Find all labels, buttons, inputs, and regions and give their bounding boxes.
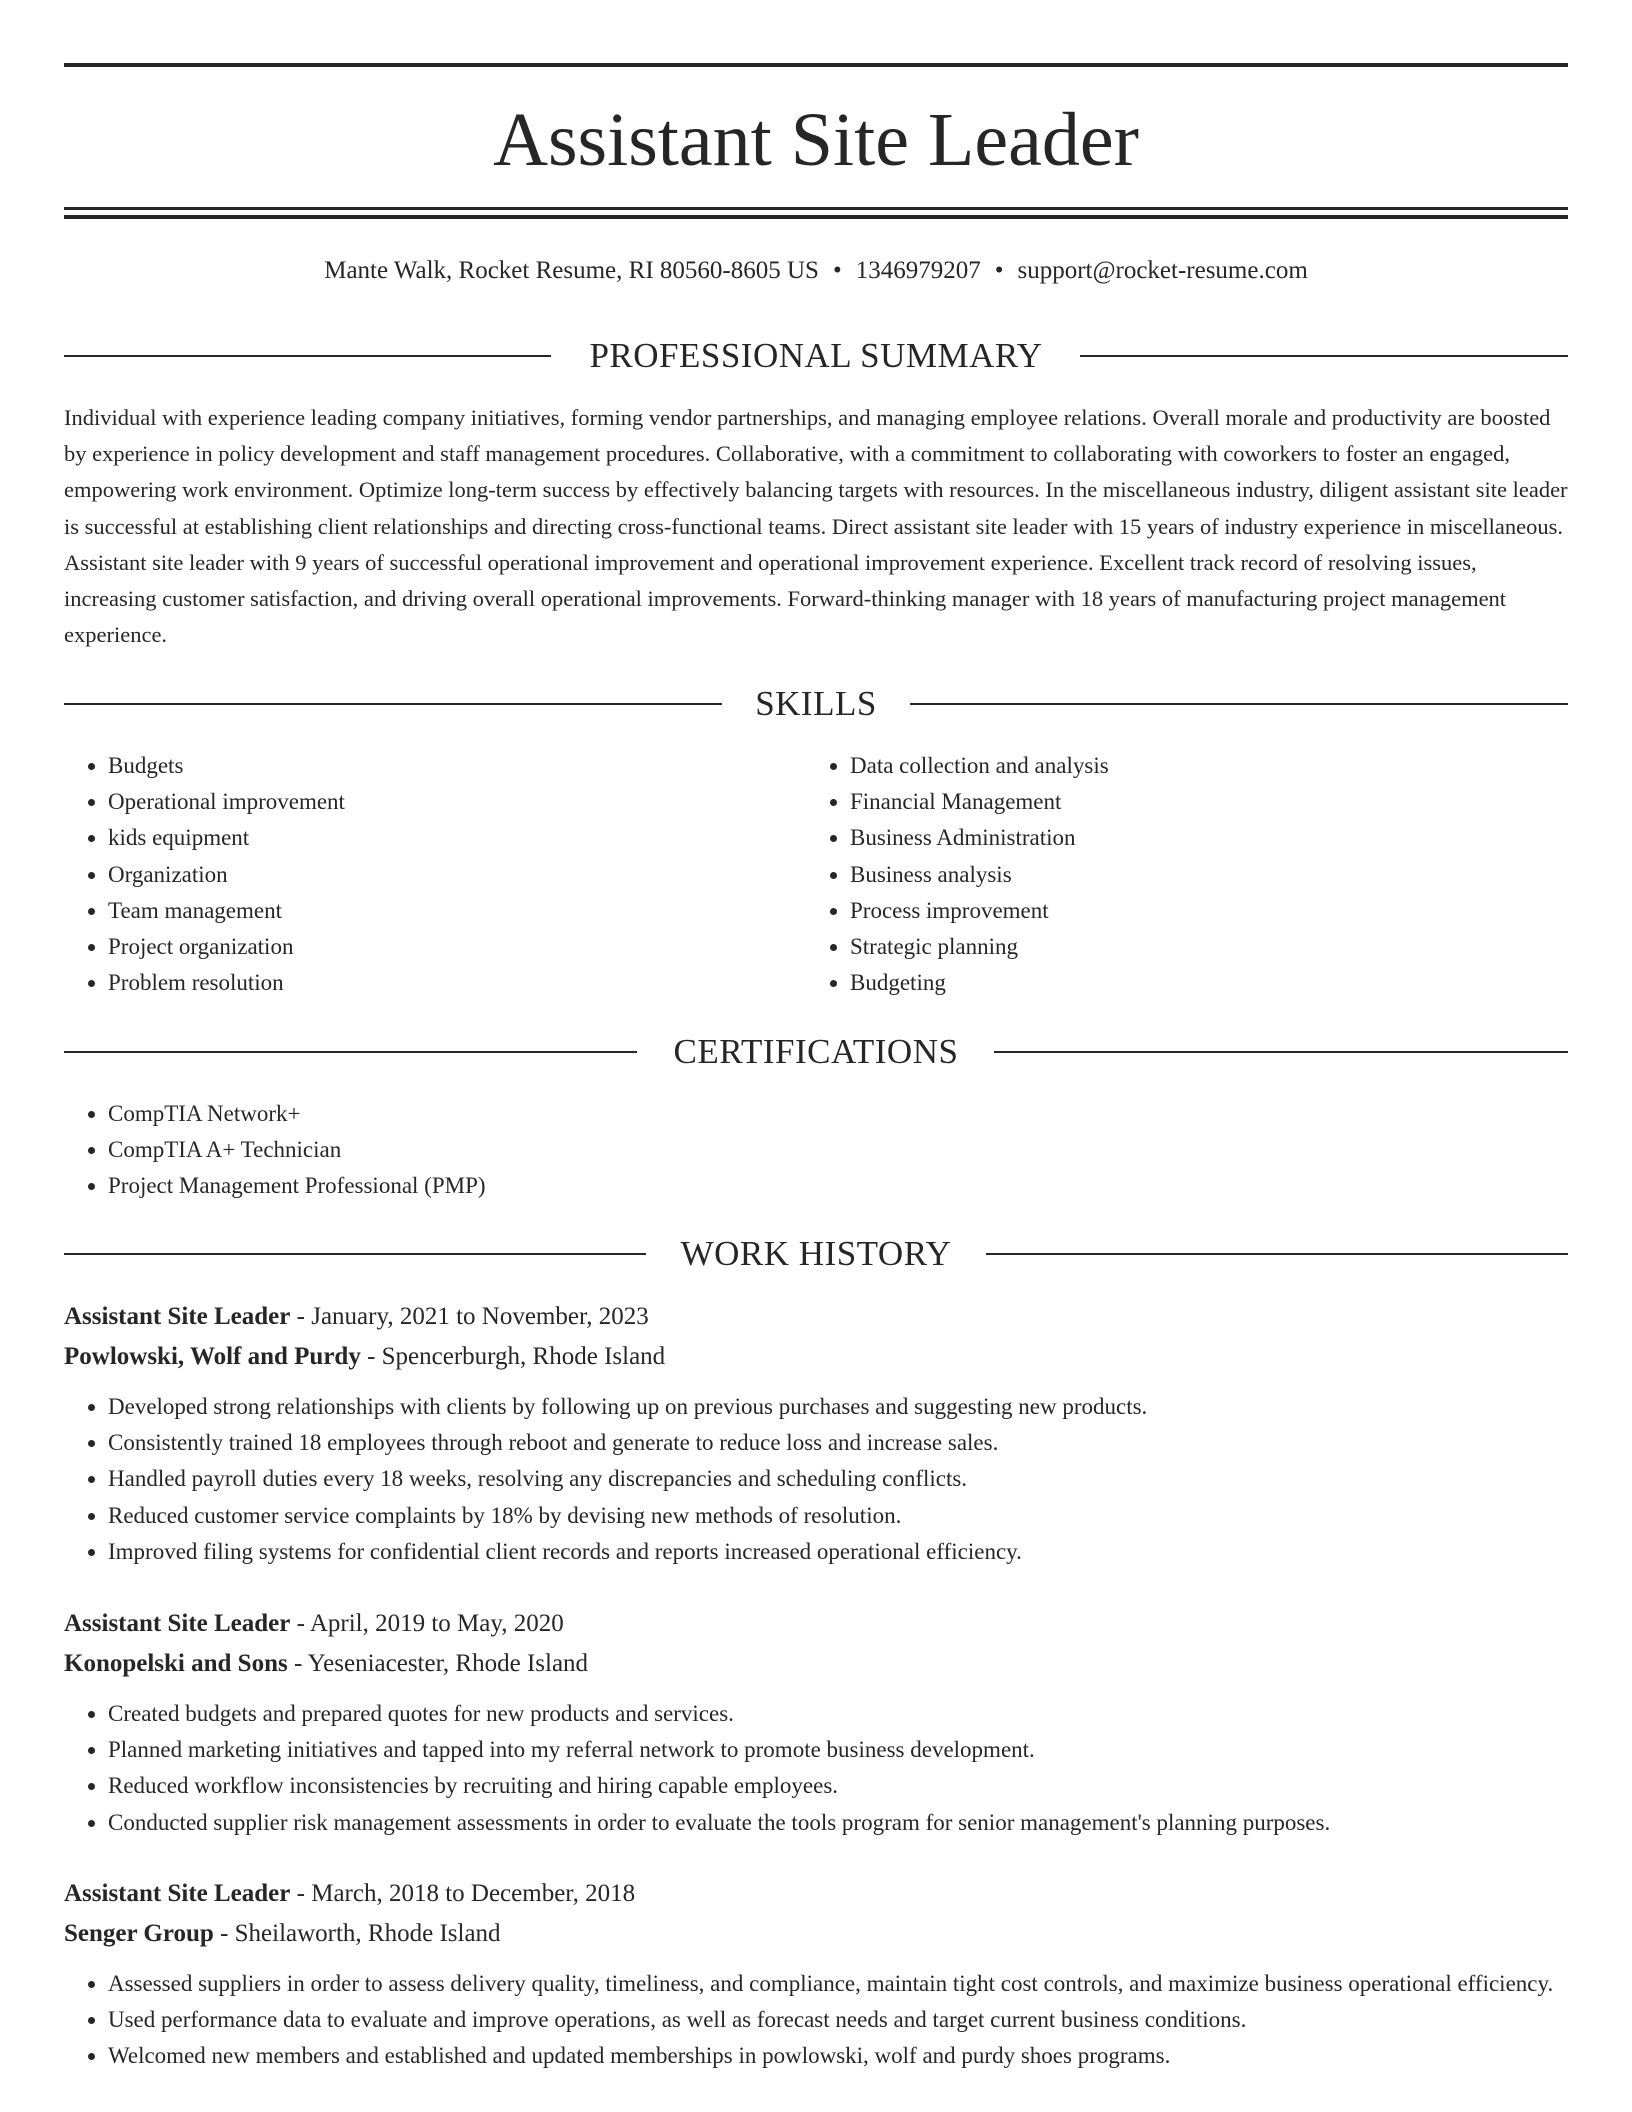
job-bullets bbox=[64, 1389, 1568, 1570]
contact-phone: 1346979207 bbox=[855, 257, 981, 284]
job-entry bbox=[64, 1297, 1568, 1570]
section-heading-work-history bbox=[64, 1232, 1568, 1276]
skill-item: • Strategic planning bbox=[850, 929, 1610, 965]
skill-item: • kids equipment bbox=[108, 820, 808, 856]
job-title: Assistant Site Leader bbox=[64, 1880, 291, 1907]
job-entry bbox=[64, 1604, 1568, 1841]
page-title: Assistant Site Leader bbox=[493, 98, 1139, 182]
job-company: Senger Group bbox=[64, 1920, 214, 1947]
job-bullet: • Developed strong relationships with clients by following up on previous purchases and suggesting new products. bbox=[108, 1389, 1568, 1425]
job-company-line bbox=[64, 1644, 1568, 1684]
skill-item: • Budgets bbox=[108, 748, 808, 784]
job-bullet: • Created budgets and prepared quotes for new products and services. bbox=[108, 1696, 1568, 1732]
section-title: CERTIFICATIONS bbox=[673, 1032, 959, 1071]
skill-item: • Organization bbox=[108, 857, 808, 893]
job-bullet: • Planned marketing initiatives and tapped into my referral network to promote business development. bbox=[108, 1732, 1568, 1768]
skill-item: • Operational improvement bbox=[108, 784, 808, 820]
section-heading-skills bbox=[64, 682, 1568, 726]
section-title: PROFESSIONAL SUMMARY bbox=[589, 336, 1043, 375]
section-title: WORK HISTORY bbox=[680, 1234, 952, 1273]
job-location: - Sheilaworth, Rhode Island bbox=[213, 1920, 501, 1947]
certification-item: • CompTIA A+ Technician bbox=[108, 1132, 1612, 1168]
skill-item: • Project organization bbox=[108, 929, 808, 965]
job-bullets bbox=[64, 1966, 1568, 2075]
job-bullet: • Used performance data to evaluate and improve operations, as well as forecast needs and target current business conditions. bbox=[108, 2002, 1568, 2038]
job-bullet: • Reduced workflow inconsistencies by recruiting and hiring capable employees. bbox=[108, 1768, 1568, 1804]
job-dates: - April, 2019 to May, 2020 bbox=[290, 1610, 564, 1637]
job-location: - Yeseniacester, Rhode Island bbox=[287, 1650, 589, 1677]
job-title: Assistant Site Leader bbox=[64, 1303, 291, 1330]
job-dates: - January, 2021 to November, 2023 bbox=[290, 1303, 649, 1330]
skill-item: • Process improvement bbox=[850, 893, 1610, 929]
certification-item: • Project Management Professional (PMP) bbox=[108, 1168, 1612, 1204]
job-company: Konopelski and Sons bbox=[64, 1650, 288, 1677]
job-company: Powlowski, Wolf and Purdy bbox=[64, 1343, 361, 1370]
job-role-line bbox=[64, 1604, 1568, 1644]
skill-item: • Budgeting bbox=[850, 965, 1610, 1001]
job-bullet: • Welcomed new members and established and updated memberships in powlowski, wolf and purdy shoes programs. bbox=[108, 2038, 1568, 2074]
skill-item: • Business analysis bbox=[850, 857, 1610, 893]
skill-item: • Problem resolution bbox=[108, 965, 808, 1001]
section-heading-summary bbox=[64, 334, 1568, 378]
certifications-list bbox=[64, 1096, 1612, 1205]
job-title: Assistant Site Leader bbox=[64, 1610, 291, 1637]
job-entry bbox=[64, 1874, 1568, 2075]
job-company-line bbox=[64, 1337, 1568, 1377]
header-double-rule-upper bbox=[64, 207, 1568, 210]
job-bullet: • Improved filing systems for confidential client records and reports increased operational efficiency. bbox=[108, 1534, 1568, 1570]
skills-list-left bbox=[64, 748, 808, 1001]
section-heading-certifications bbox=[64, 1030, 1568, 1074]
header-top-rule bbox=[64, 63, 1568, 67]
job-bullet: • Consistently trained 18 employees through reboot and generate to reduce loss and increase sales. bbox=[108, 1425, 1568, 1461]
skill-item: • Financial Management bbox=[850, 784, 1610, 820]
contact-line bbox=[64, 255, 1568, 287]
skills-list-right bbox=[806, 748, 1610, 1001]
section-title: SKILLS bbox=[755, 684, 877, 723]
job-location: - Spencerburgh, Rhode Island bbox=[360, 1343, 666, 1370]
job-company-line bbox=[64, 1914, 1568, 1954]
summary-text: Individual with experience leading company initiatives, forming vendor partnerships, and managing employee relations. Overall morale and productivity are boosted by experience in policy development and staff management procedures. Collaborative, with a commitment to collaborating with coworkers to foster an engaged, empowering work environment. Optimize long-term success by effectively balancing targets with resources. In the miscellaneous industry, diligent assistant site leader is successful at establishing client relationships and directing cross-functional teams. Direct assistant site leader with 15 years of industry experience in miscellaneous. Assistant site leader with 9 years of successful operational improvement and operational improvement experience. Excellent track record of resolving issues, increasing customer satisfaction, and driving overall operational improvements. Forward-thinking manager with 18 years of manufacturing project management experience. bbox=[64, 405, 1568, 648]
skill-item: • Business Administration bbox=[850, 820, 1610, 856]
job-bullet: • Reduced customer service complaints by 18% by devising new methods of resolution. bbox=[108, 1498, 1568, 1534]
contact-email: support@rocket-resume.com bbox=[1017, 257, 1308, 284]
certification-item: • CompTIA Network+ bbox=[108, 1096, 1612, 1132]
job-bullet: • Conducted supplier risk management assessments in order to evaluate the tools program for senior management's planning purposes. bbox=[108, 1805, 1568, 1841]
header-double-rule-lower bbox=[64, 215, 1568, 219]
skill-item: • Team management bbox=[108, 893, 808, 929]
job-role-line bbox=[64, 1874, 1568, 1914]
contact-address: Mante Walk, Rocket Resume, RI 80560-8605 US bbox=[324, 257, 819, 284]
skill-item: • Data collection and analysis bbox=[850, 748, 1610, 784]
job-bullet: • Handled payroll duties every 18 weeks, resolving any discrepancies and scheduling conflicts. bbox=[108, 1461, 1568, 1497]
job-bullets bbox=[64, 1696, 1568, 1841]
job-dates: - March, 2018 to December, 2018 bbox=[290, 1880, 636, 1907]
contact-separator: • bbox=[994, 257, 1004, 284]
job-role-line bbox=[64, 1297, 1568, 1337]
contact-separator: • bbox=[832, 257, 842, 284]
job-bullet: • Assessed suppliers in order to assess delivery quality, timeliness, and compliance, maintain tight cost controls, and maximize business operational efficiency. bbox=[108, 1966, 1568, 2002]
